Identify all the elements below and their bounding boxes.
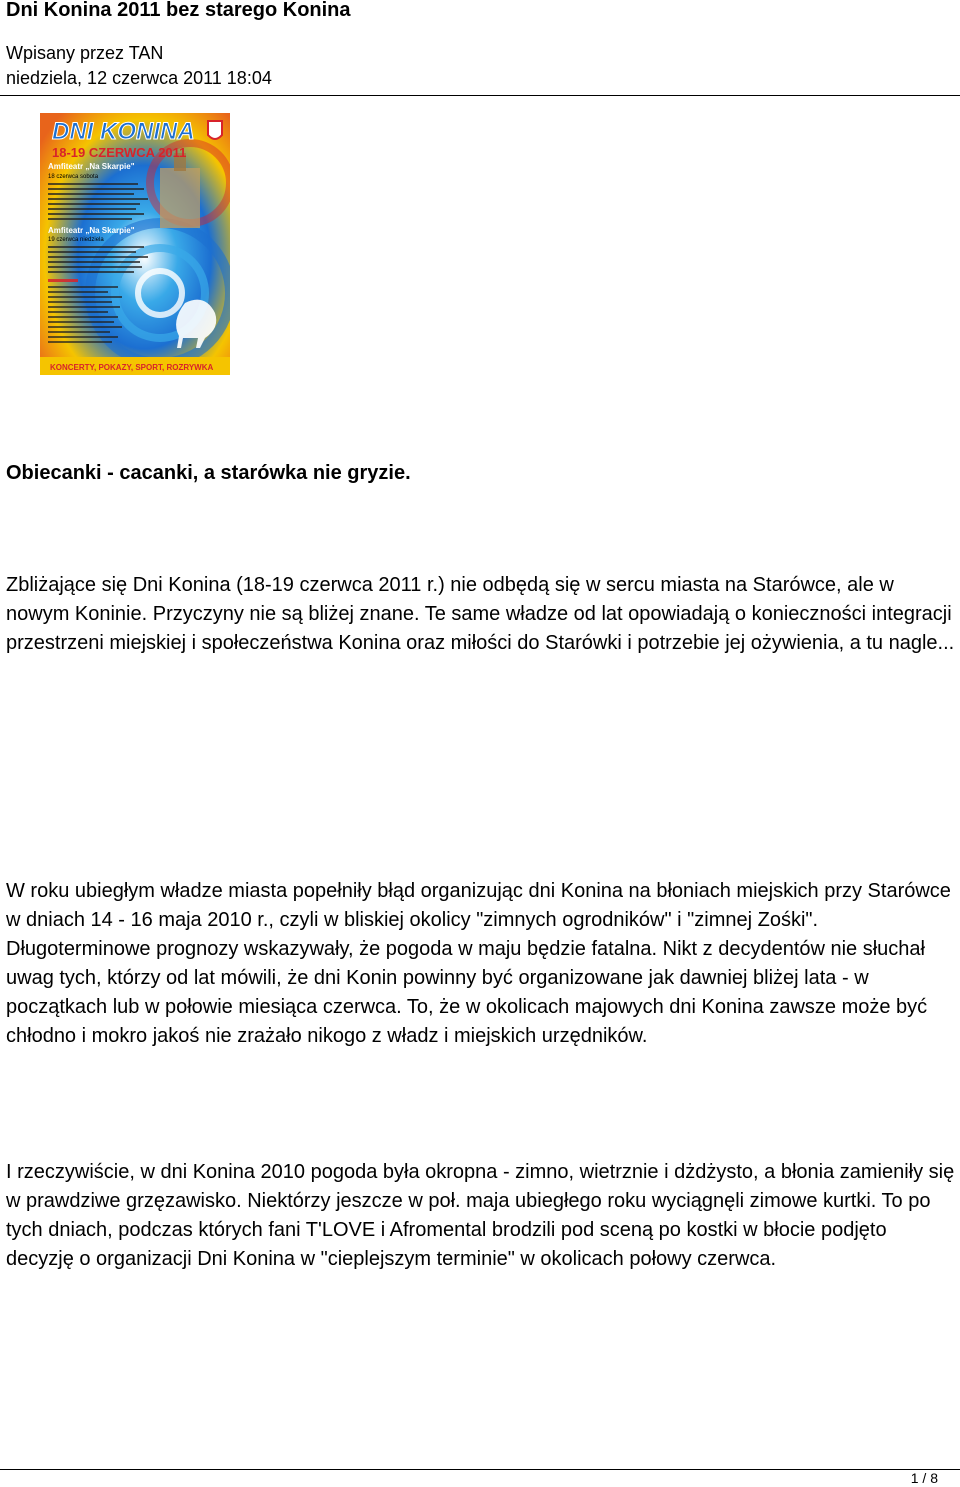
- poster-day-2: 19 czerwca niedziela: [48, 237, 104, 243]
- article-paragraph-3: I rzeczywiście, w dni Konina 2010 pogoda była okropna - zimno, wietrznie i dżdżysto, a błonia zamieniły się w prawdziwe grzęzawisko. Niektórzy jeszcze w poł. maja ubiegłego roku wyciągnęli zimowe kurtki. To po tych dniach, podczas których fani T'LOVE i Afromental brodzili pod sceną po kostki w błocie podjęto decyzję o organizacji Dni Konina w "cieplejszym terminie" w okolicach połowy czerwca.: [6, 1161, 955, 1270]
- poster-dates: 18-19 CZERWCA 2011: [52, 145, 187, 160]
- page-number: 1 / 8: [910, 1470, 938, 1486]
- article-paragraph-2: W roku ubiegłym władze miasta popełniły błąd organizując dni Konina na błoniach miejskich przy Starówce w dniach 14 - 16 maja 2010 r., czyli w bliskiej okolicy "zimnych ogrodników" i "zimnej Zośki". Długoterminowe prognozy wskazywały, że pogoda w maju będzie fatalna. Nikt z decydentów nie słuchał uwag tych, którzy od lat mówili, że dni Konin powinny być organizowane jak dawniej bliżej lata - w początkach lub w połowie miesiąca czerwca. To, że w okolicach majowych dni Konina zawsze może być chłodno i mokro jakoś nie zrażało nikogo z władz i miejskich urzędników.: [6, 880, 951, 1047]
- publish-date: niedziela, 12 czerwca 2011 18:04: [6, 68, 272, 88]
- poster-day-1: 18 czerwca sobota: [48, 174, 99, 180]
- poster-venue-1: Amfiteatr „Na Skarpie": [48, 162, 135, 171]
- poster-footer: KONCERTY, POKAZY, SPORT, ROZRYWKA: [50, 363, 214, 372]
- article-paragraph-1: Zbliżające się Dni Konina (18-19 czerwca 2011 r.) nie odbędą się w sercu miasta na Starówce, ale w nowym Koninie. Przyczyny nie są bliżej znane. Te same władze od lat opowiadają o konieczności integracji przestrzeni miejskiej i społeczeństwa Konina oraz miłości do Starówki i potrzebie jej ożywienia, a tu nagle...: [6, 574, 955, 654]
- header-divider: [0, 95, 960, 96]
- footer-divider: [0, 1469, 960, 1470]
- author-line: Wpisany przez TAN: [6, 43, 164, 63]
- poster-headline: [52, 118, 195, 145]
- article-subtitle: Obiecanki - cacanki, a starówka nie gryzie.: [6, 462, 411, 484]
- city-crest-icon: [208, 121, 222, 139]
- event-poster-image: [40, 113, 230, 375]
- svg-text:DNI KONINA: DNI KONINA: [52, 118, 195, 145]
- document-title: Dni Konina 2011 bez starego Konina: [6, 0, 351, 21]
- poster-venue-2: Amfiteatr „Na Skarpie": [48, 226, 135, 235]
